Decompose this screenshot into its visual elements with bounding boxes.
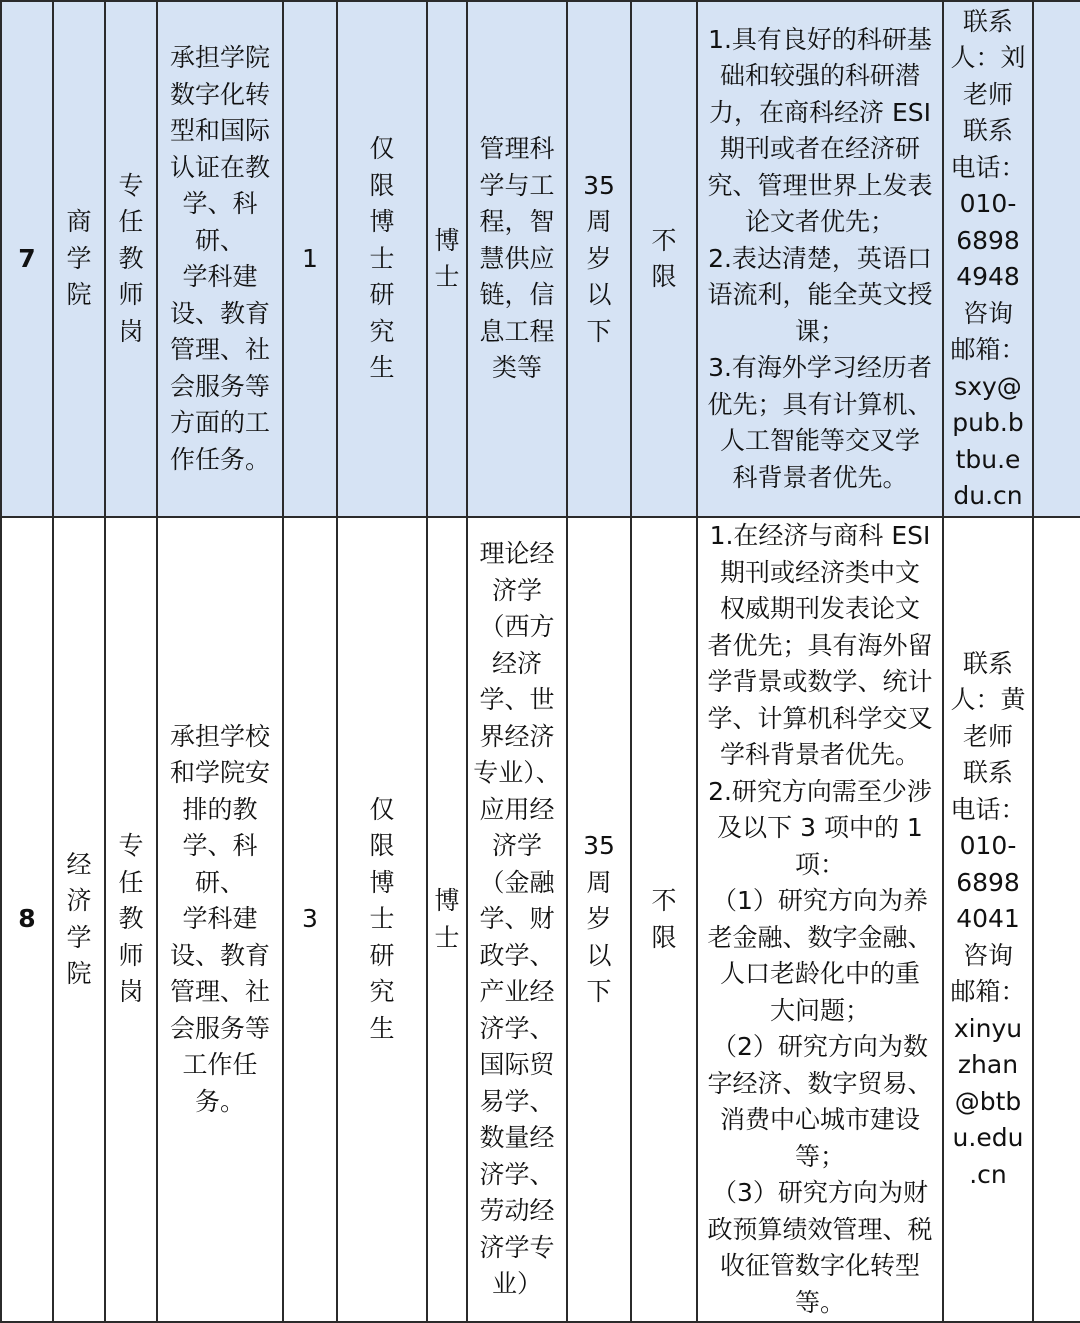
- row-number: 8: [1, 517, 53, 1322]
- job-description-cell: 承担学校 和学院安 排的教 学、科研、 学科建 设、教育 管理、社 会服务等 工作任 务。: [157, 517, 283, 1322]
- education-cell: 仅 限 博 士 研 究 生: [337, 1, 427, 517]
- requirements-cell: 1.具有良好的科研基 础和较强的科研潜 力，在商科经济 ESI 期刊或者在经济研 究、管理世界上发表 论文者优先； 2.表达清楚，英语口 语流利，能全英文授 课； 3.有海外学习经历者 优先；具有计算机、 人工智能等交叉学 科背景者优先。: [697, 1, 943, 517]
- major-cell: 管理科 学与工 程，智 慧供应 链，信 息工程 类等: [467, 1, 567, 517]
- contact-cell: 联系 人：黄 老师 联系 电话： 010- 6898 4041 咨询 邮箱： xinyu zhan @btb u.edu .cn: [943, 517, 1033, 1322]
- table-row: [1, 1, 1080, 517]
- contact-cell: 联系 人：刘 老师 联系 电话： 010- 6898 4948 咨询 邮箱： sxy@ pub.b tbu.e du.cn: [943, 1, 1033, 517]
- age-cell: 35 周 岁 以 下: [567, 517, 631, 1322]
- degree-cell: 博 士: [427, 517, 467, 1322]
- department-cell: 经 济 学 院: [53, 517, 105, 1322]
- education-cell: 仅 限 博 士 研 究 生: [337, 517, 427, 1322]
- job-description-cell: 承担学院 数字化转 型和国际 认证在教 学、科研、 学科建 设、教育 管理、社 会服务等 方面的工 作任务。: [157, 1, 283, 517]
- major-cell: 理论经 济学 （西方 经济 学、世 界经济 专业）、 应用经 济学 （金融 学、财 政学、 产业经 济学、 国际贸 易学、 数量经 济学、 劳动经 济学专 业）: [467, 517, 567, 1322]
- table-row: [1, 517, 1080, 1322]
- headcount-cell: 1: [283, 1, 337, 517]
- department-cell: 商 学 院: [53, 1, 105, 517]
- row-number: 7: [1, 1, 53, 517]
- requirements-cell: 1.在经济与商科 ESI 期刊或经济类中文 权威期刊发表论文 者优先；具有海外留 学背景或数学、统计 学、计算机科学交叉 学科背景者优先。 2.研究方向需至少涉 及以下 3 项中的 1 项： （1）研究方向为养 老金融、数字金融、 人口老龄化中的重 大问题； （2）研究方向为数 字经济、数字贸易、 消费中心城市建设 等； （3）研究方向为财 政预算绩效管理、税 收征管数字化转型 等。: [697, 517, 943, 1322]
- other-cell: 不 限: [631, 1, 697, 517]
- post-type-cell: 专 任 教 师 岗: [105, 1, 157, 517]
- post-type-cell: 专 任 教 师 岗: [105, 517, 157, 1322]
- empty-cell: [1033, 1, 1080, 517]
- degree-cell: 博 士: [427, 1, 467, 517]
- age-cell: 35 周 岁 以 下: [567, 1, 631, 517]
- headcount-cell: 3: [283, 517, 337, 1322]
- empty-cell: [1033, 517, 1080, 1322]
- other-cell: 不 限: [631, 517, 697, 1322]
